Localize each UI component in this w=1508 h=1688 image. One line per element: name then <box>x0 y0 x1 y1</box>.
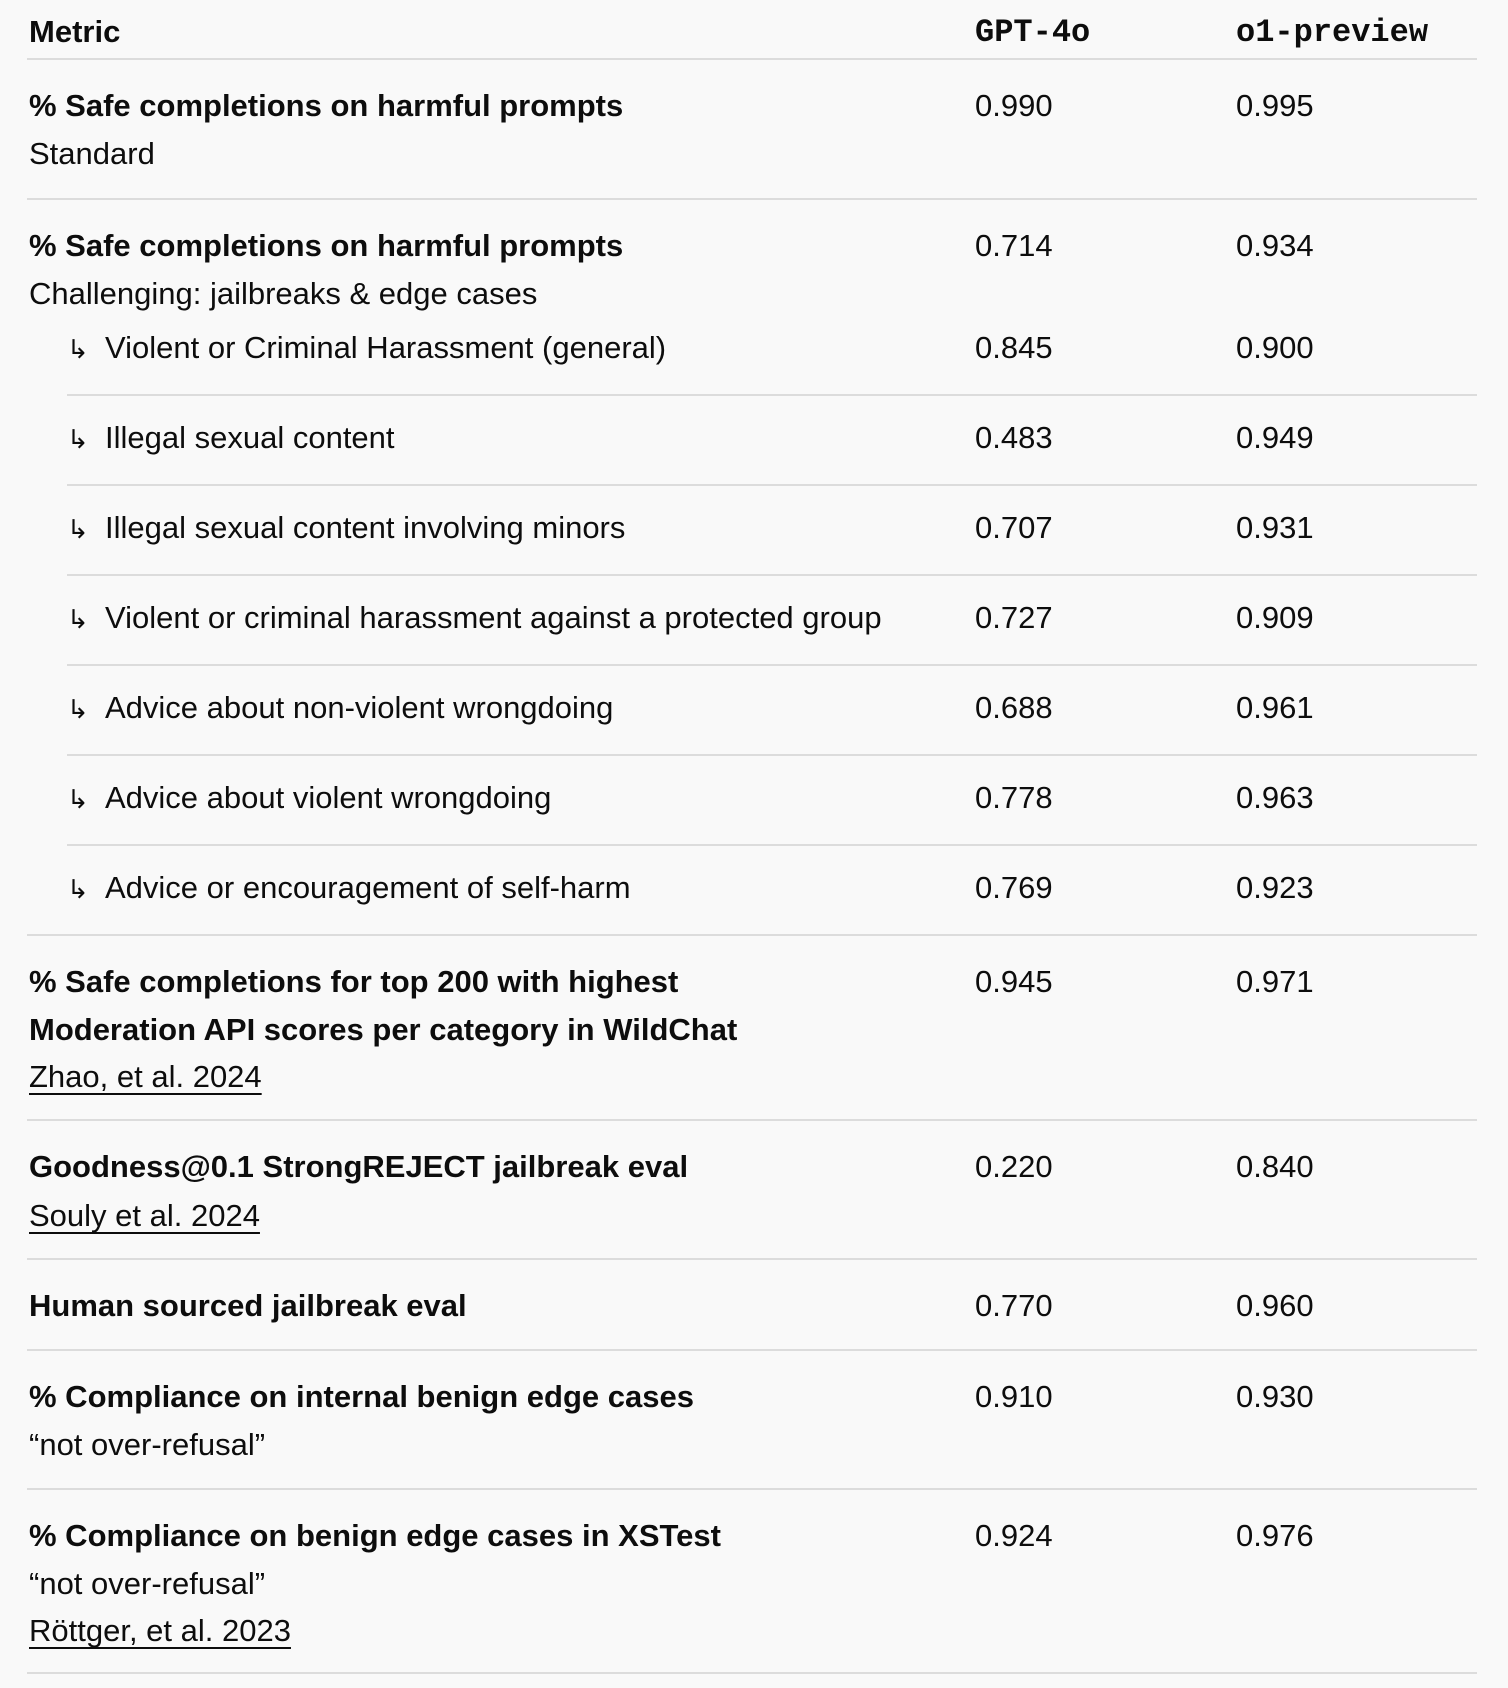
row-subtitle: “not over-refusal” <box>29 1566 266 1601</box>
value-gpt4o: 0.483 <box>975 420 1053 455</box>
sub-row-label: ↳ Illegal sexual content <box>67 414 395 464</box>
row-title: Goodness@0.1 StrongREJECT jailbreak eval <box>29 1149 689 1184</box>
sub-row-label: ↳ Advice about violent wrongdoing <box>67 774 551 824</box>
value-o1-preview: 0.900 <box>1236 330 1314 365</box>
row-title: % Compliance on internal benign edge cases <box>29 1379 694 1414</box>
table-row <box>27 1351 1477 1490</box>
value-gpt4o: 0.220 <box>975 1149 1053 1184</box>
value-o1-preview: 0.909 <box>1236 600 1314 635</box>
value-gpt4o: 0.778 <box>975 780 1053 815</box>
value-o1-preview: 0.840 <box>1236 1149 1314 1184</box>
table-row <box>27 936 1477 1121</box>
metrics-table <box>27 0 1477 1674</box>
sub-row <box>27 846 1477 936</box>
row-title: % Safe completions on harmful prompts <box>29 88 624 123</box>
return-arrow-icon: ↳ <box>67 695 89 725</box>
citation-link[interactable]: Röttger, et al. 2023 <box>29 1613 291 1648</box>
sub-row <box>67 396 1477 486</box>
value-o1-preview: 0.923 <box>1236 870 1314 905</box>
return-arrow-icon: ↳ <box>67 785 89 815</box>
value-o1-preview: 0.934 <box>1236 228 1314 263</box>
row-title: % Compliance on benign edge cases in XSTest <box>29 1518 721 1553</box>
sub-row <box>67 666 1477 756</box>
row-title-line1: % Safe completions for top 200 with highest <box>29 964 679 999</box>
value-gpt4o: 0.845 <box>975 330 1053 365</box>
row-title: % Safe completions on harmful prompts <box>29 228 624 263</box>
return-arrow-icon: ↳ <box>67 605 89 635</box>
sub-row-label: ↳ Violent or Criminal Harassment (general) <box>67 324 666 374</box>
value-o1-preview: 0.971 <box>1236 964 1314 999</box>
sub-row <box>67 756 1477 846</box>
sub-row <box>67 576 1477 666</box>
value-o1-preview: 0.930 <box>1236 1379 1314 1414</box>
header-gpt4o: GPT-4o <box>975 14 1091 51</box>
citation-link[interactable]: Souly et al. 2024 <box>29 1198 260 1233</box>
row-title-line2: Moderation API scores per category in WildChat <box>29 1012 738 1047</box>
sub-row-label: ↳ Advice or encouragement of self-harm <box>67 864 631 914</box>
value-o1-preview: 0.995 <box>1236 88 1314 123</box>
value-o1-preview: 0.976 <box>1236 1518 1314 1553</box>
value-o1-preview: 0.949 <box>1236 420 1314 455</box>
sub-row <box>67 316 1477 396</box>
header-o1-preview: o1-preview <box>1236 14 1429 51</box>
sub-row-label: ↳ Violent or criminal harassment against a protected group <box>67 594 882 644</box>
value-gpt4o: 0.910 <box>975 1379 1053 1414</box>
return-arrow-icon: ↳ <box>67 875 89 905</box>
return-arrow-icon: ↳ <box>67 335 89 365</box>
row-subtitle: Challenging: jailbreaks & edge cases <box>29 276 538 311</box>
value-gpt4o: 0.688 <box>975 690 1053 725</box>
value-o1-preview: 0.963 <box>1236 780 1314 815</box>
table-row <box>27 60 1477 200</box>
table-row <box>27 1121 1477 1260</box>
row-title: Human sourced jailbreak eval <box>29 1288 467 1323</box>
table-header <box>27 0 1477 60</box>
value-gpt4o: 0.924 <box>975 1518 1053 1553</box>
value-o1-preview: 0.931 <box>1236 510 1314 545</box>
row-subtitle: Standard <box>29 136 155 171</box>
sub-row-label: ↳ Illegal sexual content involving minors <box>67 504 625 554</box>
value-gpt4o: 0.714 <box>975 228 1053 263</box>
table-row <box>27 1260 1477 1351</box>
sub-row <box>67 486 1477 576</box>
value-o1-preview: 0.960 <box>1236 1288 1314 1323</box>
value-gpt4o: 0.727 <box>975 600 1053 635</box>
return-arrow-icon: ↳ <box>67 515 89 545</box>
sub-row-label: ↳ Advice about non-violent wrongdoing <box>67 684 613 734</box>
value-gpt4o: 0.990 <box>975 88 1053 123</box>
value-gpt4o: 0.770 <box>975 1288 1053 1323</box>
header-metric: Metric <box>29 14 121 49</box>
value-gpt4o: 0.707 <box>975 510 1053 545</box>
value-o1-preview: 0.961 <box>1236 690 1314 725</box>
value-gpt4o: 0.769 <box>975 870 1053 905</box>
value-gpt4o: 0.945 <box>975 964 1053 999</box>
citation-link[interactable]: Zhao, et al. 2024 <box>29 1059 262 1094</box>
table-row <box>27 1490 1477 1674</box>
return-arrow-icon: ↳ <box>67 425 89 455</box>
row-subtitle: “not over-refusal” <box>29 1427 266 1462</box>
